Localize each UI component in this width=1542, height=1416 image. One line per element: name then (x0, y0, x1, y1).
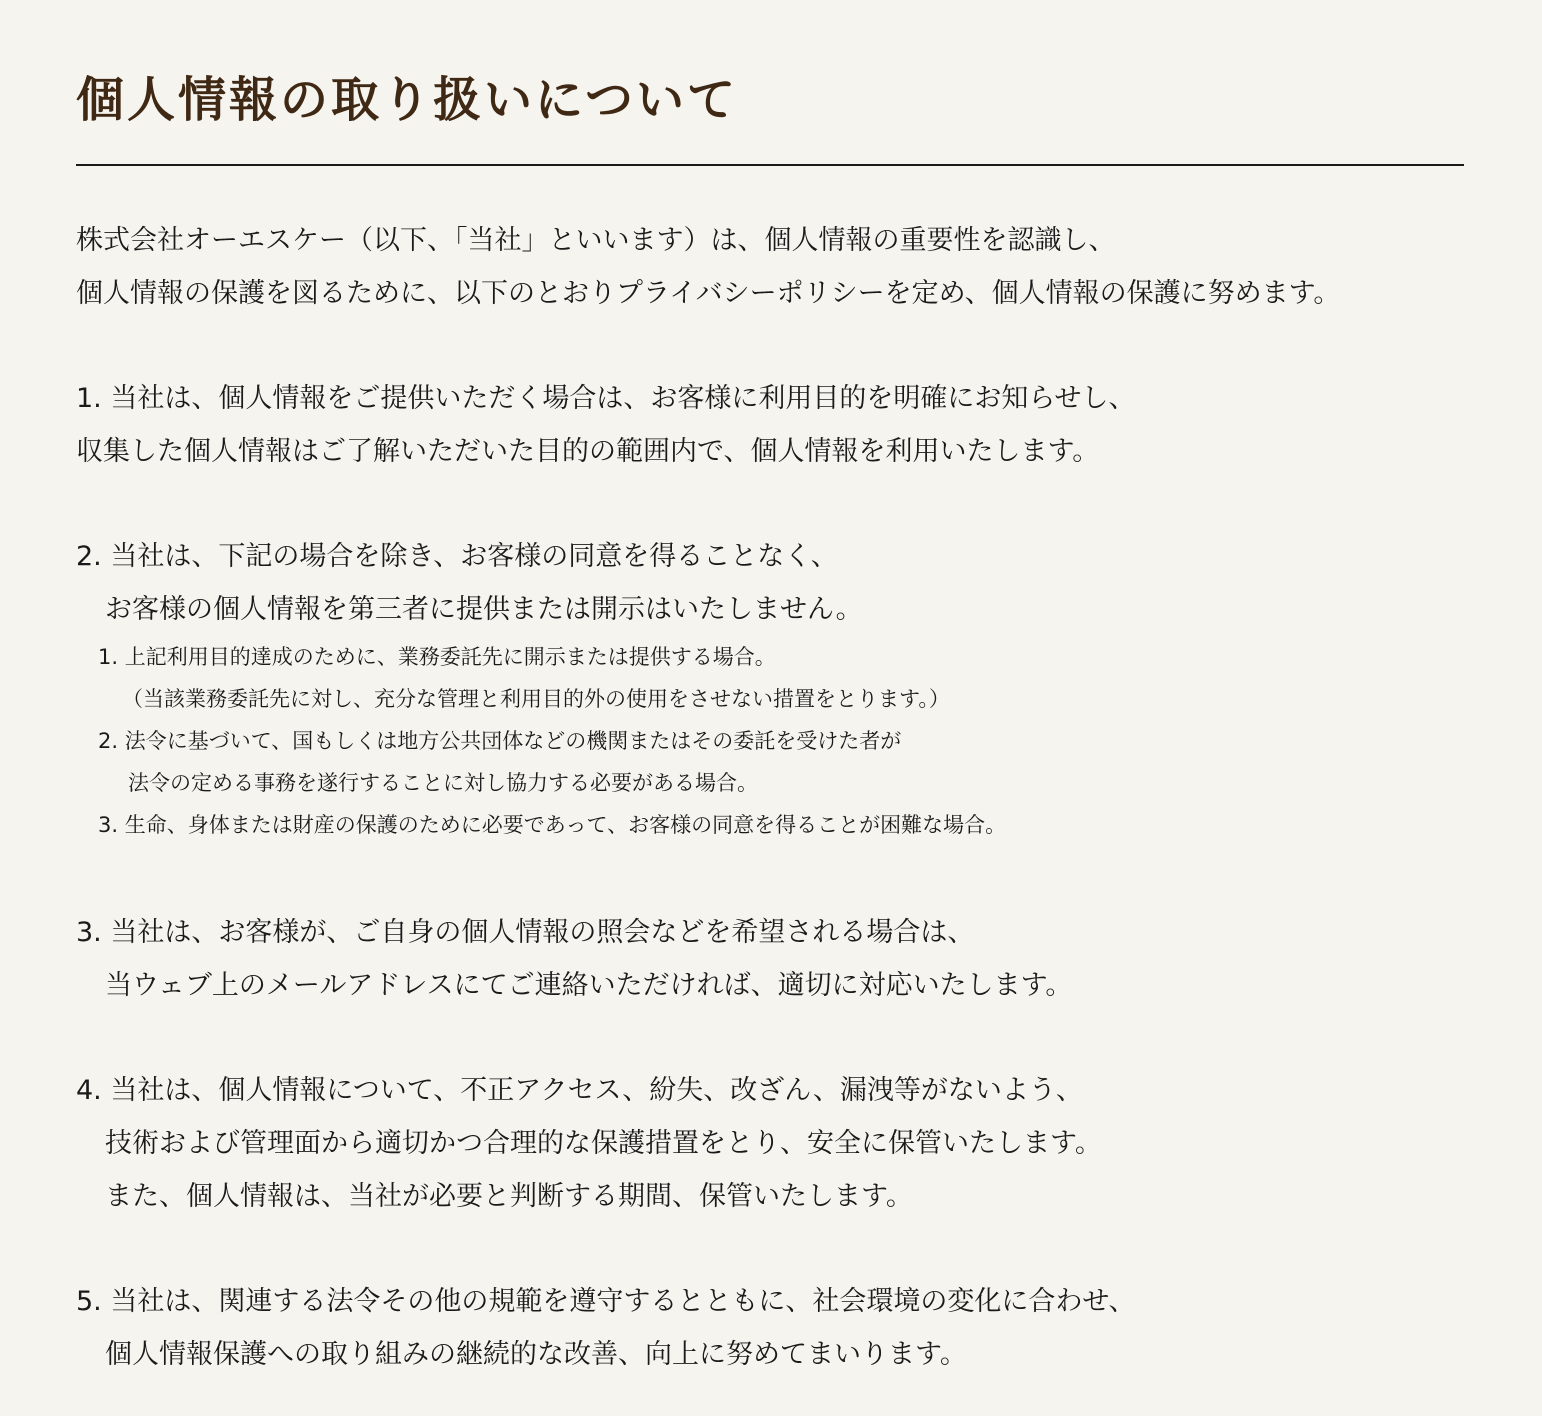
policy-item-4-line: 4. 当社は、個人情報について、不正アクセス、紛失、改ざん、漏洩等がないよう、 (76, 1075, 1083, 1106)
policy-item-1-line: 1. 当社は、個人情報をご提供いただく場合は、お客様に利用目的を明確にお知らせし、 (76, 383, 1136, 414)
intro-line: 株式会社オーエスケー（以下、「当社」といいます）は、個人情報の重要性を認識し、 (76, 225, 1116, 256)
sublist-item-2: 2. 法令に基づいて、国もしくは地方公共団体などの機関またはその委託を受けた者が (98, 729, 902, 753)
intro-line: 個人情報の保護を図るために、以下のとおりプライバシーポリシーを定め、個人情報の保護に努めます。 (76, 278, 1341, 309)
title-divider (76, 164, 1464, 166)
policy-item-4-line: また、個人情報は、当社が必要と判断する期間、保管いたします。 (105, 1181, 913, 1212)
policy-item-3-line: 3. 当社は、お客様が、ご自身の個人情報の照会などを希望される場合は、 (76, 917, 975, 948)
policy-item-2-line: 2. 当社は、下記の場合を除き、お客様の同意を得ることなく、 (76, 541, 838, 572)
policy-item-5-line: 個人情報保護への取り組みの継続的な改善、向上に努めてまいります。 (105, 1339, 967, 1370)
policy-item-5 (76, 1275, 1496, 1381)
policy-item-3-line: 当ウェブ上のメールアドレスにてご連絡いただければ、適切に対応いたします。 (105, 970, 1073, 1001)
intro-paragraph (76, 214, 1496, 320)
sublist-item-1-note: （当該業務委託先に対し、充分な管理と利用目的外の使用をさせない措置をとります。） (122, 687, 950, 711)
policy-item-1 (76, 372, 1496, 478)
policy-item-2-sublist (76, 636, 1496, 846)
policy-item-2-line: お客様の個人情報を第三者に提供または開示はいたしません。 (105, 594, 863, 625)
policy-item-1-line: 収集した個人情報はご了解いただいた目的の範囲内で、個人情報を利用いたします。 (76, 436, 1100, 467)
sublist-item-3: 3. 生命、身体または財産の保護のために必要であって、お客様の同意を得ることが困難な場合。 (98, 813, 1007, 837)
sublist-item-2-cont: 法令の定める事務を遂行することに対し協力する必要がある場合。 (128, 771, 758, 795)
policy-body (76, 214, 1496, 1381)
policy-item-4 (76, 1064, 1496, 1223)
sublist-item-1: 1. 上記利用目的達成のために、業務委託先に開示または提供する場合。 (98, 645, 776, 669)
policy-item-4-line: 技術および管理面から適切かつ合理的な保護措置をとり、安全に保管いたします。 (105, 1128, 1102, 1159)
page-title: 個人情報の取り扱いについて (76, 72, 739, 128)
policy-item-5-line: 5. 当社は、関連する法令その他の規範を遵守するとともに、社会環境の変化に合わせ、 (76, 1286, 1136, 1317)
policy-item-2 (76, 530, 1496, 846)
policy-item-3 (76, 906, 1496, 1012)
